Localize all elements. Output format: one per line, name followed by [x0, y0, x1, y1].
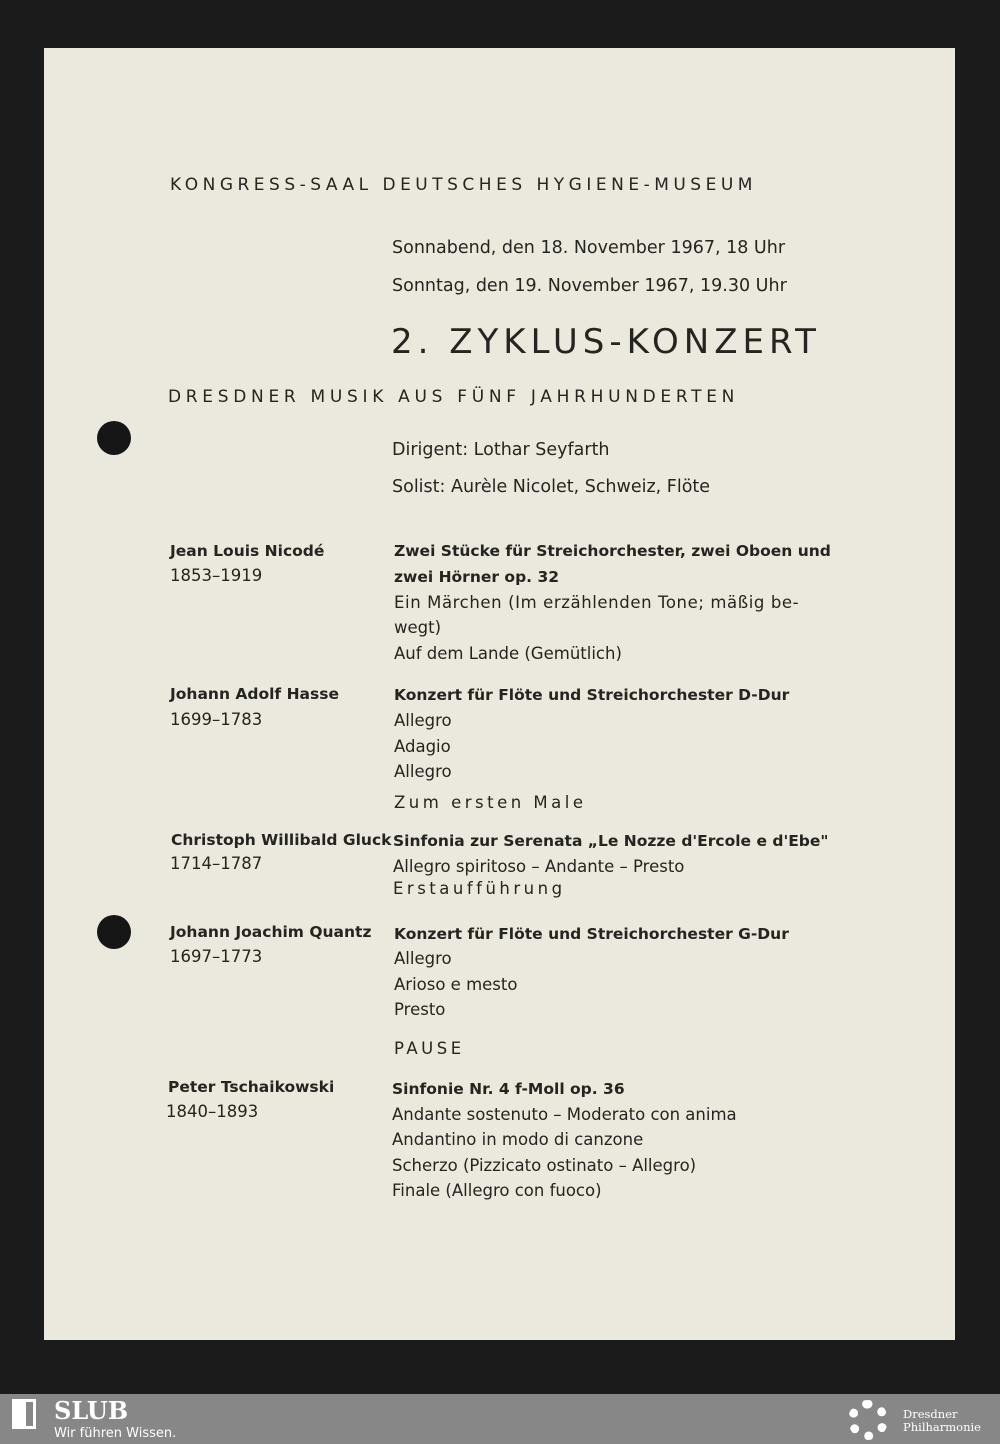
performance-note: Zum ersten Male	[394, 793, 587, 812]
composer-years: 1697–1773	[170, 947, 263, 966]
movement: Allegro	[394, 711, 452, 730]
composer: Johann Joachim Quantz	[170, 923, 372, 941]
work-title: zwei Hörner op. 32	[394, 568, 560, 586]
composer-years: 1699–1783	[170, 710, 263, 729]
movement: Scherzo (Pizzicato ostinato – Allegro)	[392, 1156, 697, 1175]
movement: Andante sostenuto – Moderato con anima	[392, 1105, 737, 1124]
date-2: Sonntag, den 19. November 1967, 19.30 Uhr	[392, 276, 787, 296]
date-1: Sonnabend, den 18. November 1967, 18 Uhr	[392, 238, 786, 258]
movement: Allegro	[394, 762, 452, 781]
composer-years: 1853–1919	[170, 566, 263, 585]
composer: Jean Louis Nicodé	[170, 542, 325, 560]
punch-hole	[97, 421, 131, 455]
page-title: 2. ZYKLUS-KONZERT	[391, 322, 821, 362]
slub-tagline: Wir führen Wissen.	[54, 1426, 177, 1441]
slub-logo-text[interactable]: SLUB	[54, 1396, 129, 1425]
philharmonie-line-2: Philharmonie	[903, 1420, 981, 1434]
movement: Finale (Allegro con fuoco)	[392, 1181, 602, 1200]
footer-bar	[0, 1394, 1000, 1444]
movement: Adagio	[394, 737, 451, 756]
philharmonie-line-1: Dresdner	[903, 1407, 958, 1421]
composer: Christoph Willibald Gluck	[171, 831, 392, 849]
conductor: Dirigent: Lothar Seyfarth	[392, 440, 610, 460]
work-title: Sinfonie Nr. 4 f-Moll op. 36	[392, 1080, 625, 1098]
soloist: Solist: Aurèle Nicolet, Schweiz, Flöte	[392, 477, 711, 497]
movement: wegt)	[394, 618, 442, 637]
philharmonie-logo-icon[interactable]	[848, 1400, 888, 1440]
work-title: Zwei Stücke für Streichorchester, zwei Oboen und	[394, 542, 831, 560]
pause-label: PAUSE	[394, 1039, 465, 1058]
composer-years: 1714–1787	[170, 854, 263, 873]
movement: Allegro	[394, 949, 452, 968]
composer: Peter Tschaikowski	[168, 1078, 335, 1096]
composer: Johann Adolf Hasse	[170, 685, 339, 703]
performance-note: Erstaufführung	[393, 879, 566, 898]
movement: Andantino in modo di canzone	[392, 1130, 644, 1149]
subtitle: DRESDNER MUSIK AUS FÜNF JAHRHUNDERTEN	[168, 387, 740, 407]
movement: Arioso e mesto	[394, 975, 518, 994]
work-title: Konzert für Flöte und Streichorchester G-Dur	[394, 925, 789, 943]
work-title: Sinfonia zur Serenata „Le Nozze d'Ercole e d'Ebe"	[393, 832, 829, 850]
philharmonie-name[interactable]	[903, 1408, 981, 1434]
composer-years: 1840–1893	[166, 1102, 259, 1121]
movement: Ein Märchen (Im erzählenden Tone; mäßig be-	[394, 593, 800, 612]
movement: Auf dem Lande (Gemütlich)	[394, 644, 622, 663]
venue: KONGRESS-SAAL DEUTSCHES HYGIENE-MUSEUM	[170, 175, 757, 195]
slub-logo-icon[interactable]	[12, 1399, 36, 1429]
movement: Presto	[394, 1000, 446, 1019]
work-title: Konzert für Flöte und Streichorchester D-Dur	[394, 686, 790, 704]
movement: Allegro spiritoso – Andante – Presto	[393, 857, 685, 876]
punch-hole	[97, 915, 131, 949]
